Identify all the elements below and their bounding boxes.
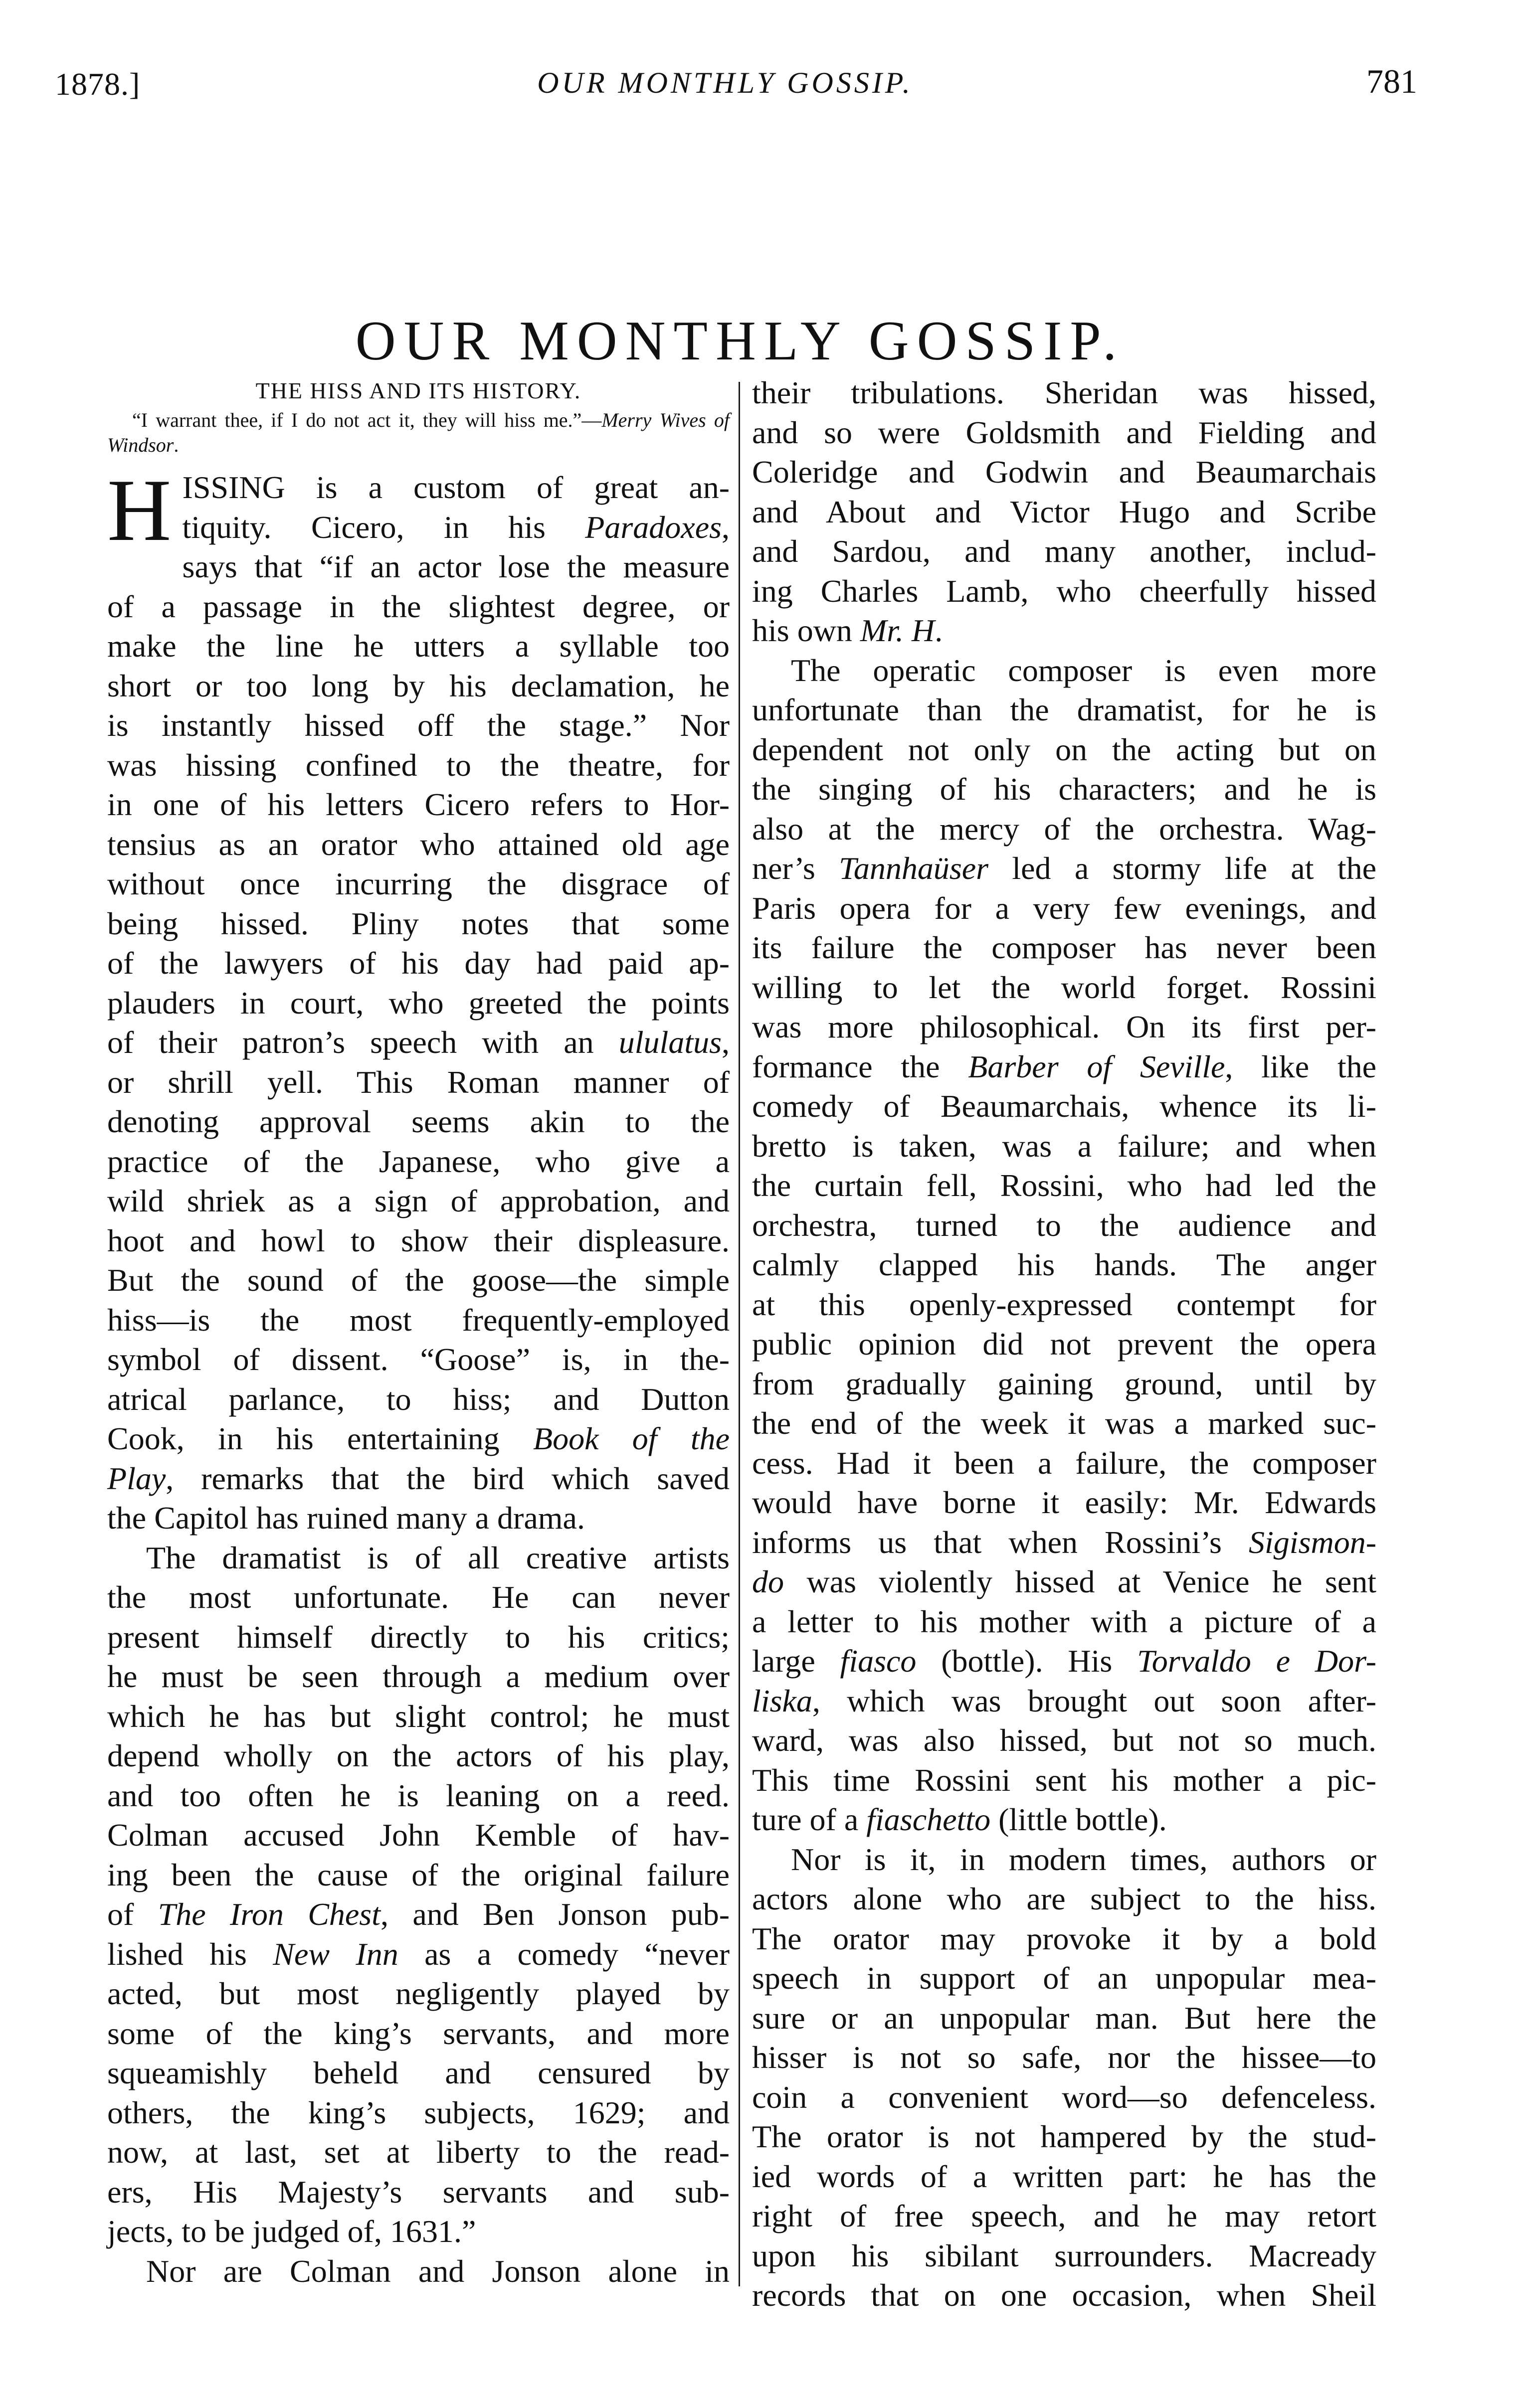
line-text: atrical parlance, to hiss; and Dutton (107, 1381, 730, 1417)
italic-title: liska (752, 1683, 812, 1719)
text-line (752, 2077, 1376, 2117)
line-text: the end of the week it was a marked suc- (752, 1405, 1376, 1441)
italic-title: fiaschetto (866, 1802, 991, 1837)
line-text: . (935, 613, 943, 648)
line-text: willing to let the world forget. Rossini (752, 969, 1376, 1005)
line-text: hisser is not so safe, nor the hissee—to (752, 2040, 1376, 2075)
text-line (107, 1023, 730, 1062)
line-text: upon his sibilant surrounders. Macready (752, 2237, 1376, 2273)
text-line (752, 1483, 1376, 1523)
text-line (107, 1221, 730, 1261)
line-text: But the sound of the goose—the simple (107, 1262, 730, 1298)
line-text: and too often he is leaning on a reed. (107, 1777, 730, 1813)
line-text: of their patron’s speech with an (107, 1025, 619, 1060)
line-text: the singing of his characters; and he is (752, 771, 1376, 807)
text-line (107, 785, 730, 825)
text-line (107, 587, 730, 627)
text-line (752, 1919, 1376, 1959)
line-text: Nor is it, in modern times, authors or (791, 1841, 1376, 1877)
right-column-text (752, 373, 1376, 2315)
line-text: being hissed. Pliny notes that some (107, 905, 730, 941)
text-line (752, 1958, 1376, 1998)
line-text: tiquity. Cicero, in his (182, 509, 585, 545)
line-text: Nor are Colman and Jonson alone in (146, 2253, 730, 2289)
line-text: which he has but slight control; he must (107, 1698, 730, 1734)
text-line (107, 904, 730, 944)
line-text: unfortunate than the dramatist, for he is (752, 692, 1376, 727)
line-text: plauders in court, who greeted the points (107, 985, 730, 1021)
line-text: (little bottle). (990, 1802, 1167, 1837)
line-text: practice of the Japanese, who give a (107, 1143, 730, 1179)
line-text: symbol of dissent. “Goose” is, in the- (107, 1342, 730, 1377)
line-text: their tribulations. Sheridan was hissed, (752, 375, 1376, 410)
text-line (752, 1324, 1376, 1364)
line-text: was hissing confined to the theatre, for (107, 747, 730, 783)
text-line (752, 2196, 1376, 2236)
text-line (107, 1181, 730, 1221)
text-line (752, 1285, 1376, 1325)
line-text: , which was brought out soon after- (812, 1683, 1376, 1719)
line-text: also at the mercy of the orchestra. Wag- (752, 811, 1376, 847)
line-text: of a passage in the slightest degree, or (107, 588, 730, 624)
line-text: ward, was also hissed, but not so much. (752, 1722, 1376, 1758)
text-line (752, 611, 1376, 651)
line-text: a letter to his mother with a picture of a (752, 1603, 1376, 1639)
text-line (107, 983, 730, 1023)
text-line (752, 2157, 1376, 2197)
text-line (752, 1166, 1376, 1205)
text-line (107, 1538, 730, 1578)
line-text: coin a convenient word—so defenceless. (752, 2079, 1376, 2115)
text-line (107, 1855, 730, 1895)
text-line (752, 531, 1376, 571)
text-line (752, 1800, 1376, 1840)
line-text: present himself directly to his critics; (107, 1619, 730, 1655)
line-text: others, the king’s subjects, 1629; and (107, 2094, 730, 2130)
text-line (752, 690, 1376, 730)
right-column (752, 373, 1376, 2315)
line-text: he must be seen through a medium over (107, 1659, 730, 1694)
line-text: jects, to be judged of, 1631.” (107, 2214, 476, 2249)
line-text: hiss—is the most frequently-employed (107, 1302, 730, 1338)
text-line (752, 373, 1376, 413)
text-line (752, 1641, 1376, 1681)
page-number: 781 (1366, 62, 1417, 100)
line-text: The orator may provoke it by a bold (752, 1920, 1376, 1956)
text-line (107, 1894, 730, 1934)
text-line (107, 745, 730, 785)
text-line (107, 1736, 730, 1776)
line-text: actors alone who are subject to the hiss. (752, 1881, 1376, 1916)
text-line (107, 1577, 730, 1617)
text-line (107, 1974, 730, 2014)
text-line (107, 2132, 730, 2172)
line-text: (bottle). His (916, 1643, 1138, 1679)
line-text: in one of his letters Cicero refers to Hor- (107, 787, 730, 822)
italic-title: Torvaldo e Dor- (1137, 1643, 1377, 1679)
line-text: some of the king’s servants, and more (107, 2015, 730, 2051)
text-line (107, 2053, 730, 2093)
text-line (752, 809, 1376, 849)
text-line (107, 1300, 730, 1340)
italic-title: Mr. H (860, 613, 935, 648)
text-line (107, 1340, 730, 1379)
text-line (107, 1260, 730, 1300)
line-text: ied words of a written part: he has the (752, 2158, 1376, 2194)
line-text: , (722, 1025, 730, 1060)
line-text: as a comedy “never (398, 1936, 730, 1972)
line-text: depend wholly on the actors of his play, (107, 1738, 730, 1773)
line-text: short or too long by his declamation, he (107, 668, 730, 703)
text-line (752, 1523, 1376, 1562)
text-line (107, 1815, 730, 1855)
text-line (752, 1602, 1376, 1642)
text-line (752, 2117, 1376, 2157)
text-line (752, 1245, 1376, 1285)
text-line (107, 1657, 730, 1697)
text-line (752, 571, 1376, 611)
text-line (752, 928, 1376, 968)
epigraph-source: Merry Wives of Windsor (107, 409, 730, 456)
running-head-year: 1878.] (55, 66, 141, 102)
text-line (752, 1998, 1376, 2038)
text-line (752, 1443, 1376, 1483)
running-head-title: OUR MONTHLY GOSSIP. (537, 66, 913, 99)
line-text: wild shriek as a sign of approbation, and (107, 1183, 730, 1218)
line-text: its failure the composer has never been (752, 930, 1376, 965)
line-text: formance the (752, 1048, 968, 1084)
line-text: calmly clapped his hands. The anger (752, 1247, 1376, 1282)
line-text: was violently hissed at Venice he sent (784, 1564, 1376, 1599)
text-line (752, 1760, 1376, 1800)
line-text: acted, but most negligently played by (107, 1976, 730, 2011)
left-column (107, 373, 730, 2291)
line-text: and so were Goldsmith and Fielding and (752, 414, 1376, 450)
text-line (107, 1697, 730, 1736)
text-line (752, 1720, 1376, 1760)
text-line (752, 492, 1376, 532)
text-line (107, 547, 730, 587)
text-line (107, 705, 730, 745)
text-line (752, 1086, 1376, 1126)
text-line (107, 2093, 730, 2133)
line-text: orchestra, turned to the audience and (752, 1207, 1376, 1243)
line-text: led a stormy life at the (988, 851, 1377, 886)
line-text: now, at last, set at liberty to the read- (107, 2134, 730, 2170)
text-line (107, 825, 730, 864)
italic-title: New Inn (273, 1936, 398, 1972)
text-line (752, 1562, 1376, 1602)
text-line (752, 769, 1376, 809)
line-text: hoot and howl to show their displeasure. (107, 1222, 730, 1258)
text-line (107, 2212, 730, 2251)
line-text: would have borne it easily: Mr. Edwards (752, 1485, 1376, 1520)
line-text: Cook, in his entertaining (107, 1421, 533, 1456)
text-line (752, 1681, 1376, 1721)
line-text: the most unfortunate. He can never (107, 1579, 730, 1615)
text-line (107, 1419, 730, 1459)
text-line (107, 943, 730, 983)
epigraph-quote: “I warrant thee, if I do not act it, they will hiss me.”— (132, 409, 602, 431)
line-text: , and Ben Jonson pub- (380, 1896, 730, 1932)
italic-title: Tannhaüser (839, 851, 989, 886)
line-text: squeamishly beheld and censured by (107, 2055, 730, 2090)
line-text: comedy of Beaumarchais, whence its li- (752, 1088, 1376, 1124)
text-line (752, 651, 1376, 690)
text-line (107, 1934, 730, 1974)
line-text: his own (752, 613, 860, 648)
text-line (107, 1102, 730, 1142)
line-text: tensius as an orator who attained old age (107, 826, 730, 862)
text-line (107, 2172, 730, 2212)
text-line (107, 864, 730, 904)
line-text: and About and Victor Hugo and Scribe (752, 494, 1376, 529)
italic-title: Paradoxes (585, 509, 722, 545)
text-line (107, 626, 730, 666)
epigraph-trailing: . (174, 434, 179, 456)
line-text: ers, His Majesty’s servants and sub- (107, 2174, 730, 2210)
text-line (752, 2038, 1376, 2077)
column-divider (739, 382, 740, 2286)
text-line (752, 1126, 1376, 1166)
line-text: ture of a (752, 1802, 867, 1837)
line-text: , remarks that the bird which saved (166, 1460, 730, 1496)
text-line (752, 888, 1376, 928)
line-text: speech in support of an unpopular mea- (752, 1960, 1376, 1996)
text-line (107, 2014, 730, 2054)
left-column-text (107, 461, 730, 2291)
text-line (107, 1062, 730, 1102)
italic-title: ululatus (618, 1025, 722, 1060)
italic-title: fiasco (840, 1643, 917, 1679)
text-line (107, 1776, 730, 1816)
drop-cap: H (107, 461, 172, 559)
line-text: bretto is taken, was a failure; and when (752, 1128, 1376, 1164)
italic-title: The Iron Chest (158, 1896, 380, 1932)
italic-title: do (752, 1564, 784, 1599)
line-text: The orator is not hampered by the stud- (752, 2119, 1376, 2154)
article-heading: THE HISS AND ITS HISTORY. (255, 378, 581, 403)
text-line (752, 413, 1376, 453)
text-line (752, 1364, 1376, 1404)
line-text: public opinion did not prevent the opera (752, 1326, 1376, 1362)
text-line (752, 1879, 1376, 1919)
line-text: is instantly hissed off the stage.” Nor (107, 707, 730, 743)
text-line (107, 2251, 730, 2291)
line-text: and Sardou, and many another, includ- (752, 533, 1376, 569)
line-text: Colman accused John Kemble of hav- (107, 1817, 730, 1853)
line-text: The operatic composer is even more (791, 652, 1376, 688)
italic-title: Book of the (533, 1421, 730, 1456)
line-text: ner’s (752, 851, 839, 886)
page-title: OUR MONTHLY GOSSIP. (355, 310, 1125, 372)
line-text: right of free speech, and he may retort (752, 2198, 1376, 2234)
line-text: cess. Had it been a failure, the composer (752, 1445, 1376, 1481)
text-line (752, 730, 1376, 770)
text-line (752, 1205, 1376, 1245)
line-text: The dramatist is of all creative artists (146, 1540, 730, 1575)
text-line (107, 1459, 730, 1499)
line-text: ISSING is a custom of great an- (182, 470, 730, 505)
text-line (752, 1047, 1376, 1087)
line-text: or shrill yell. This Roman manner of (107, 1064, 730, 1100)
line-text: of the lawyers of his day had paid ap- (107, 945, 730, 981)
text-line (107, 666, 730, 706)
text-line (752, 849, 1376, 888)
text-line (752, 2275, 1376, 2315)
italic-title: Sigismon- (1249, 1524, 1376, 1560)
line-text: lished his (107, 1936, 273, 1972)
line-text: of (107, 1896, 158, 1932)
line-text: sure or an unpopular man. But here the (752, 2000, 1376, 2036)
line-text: says that “if an actor lose the measure (182, 549, 730, 584)
line-text: the Capitol has ruined many a drama. (107, 1500, 585, 1536)
text-line (107, 468, 730, 508)
line-text: make the line he utters a syllable too (107, 628, 730, 664)
text-line (752, 1840, 1376, 1880)
line-text: , (722, 509, 730, 545)
line-text: dependent not only on the acting but on (752, 731, 1376, 767)
line-text: was more philosophical. On its first per- (752, 1009, 1376, 1044)
text-line (752, 968, 1376, 1008)
line-text: Paris opera for a very few evenings, and (752, 890, 1376, 926)
running-head (0, 59, 1520, 114)
text-line (107, 1498, 730, 1538)
text-line (107, 1379, 730, 1419)
text-line (107, 1617, 730, 1657)
line-text: without once incurring the disgrace of (107, 866, 730, 901)
text-line (752, 2236, 1376, 2276)
line-text: , like the (1225, 1048, 1377, 1084)
line-text: This time Rossini sent his mother a pic- (752, 1762, 1376, 1798)
text-line (107, 1142, 730, 1182)
italic-title: Play (107, 1460, 166, 1496)
line-text: denoting approval seems akin to the (107, 1104, 730, 1139)
text-line (752, 1403, 1376, 1443)
italic-title: Barber of Seville (968, 1048, 1225, 1084)
line-text: records that on one occasion, when Sheil (752, 2277, 1376, 2313)
epigraph (107, 408, 730, 458)
line-text: large (752, 1643, 840, 1679)
line-text: ing been the cause of the original failure (107, 1857, 730, 1892)
line-text: at this openly-expressed contempt for (752, 1286, 1376, 1322)
line-text: the curtain fell, Rossini, who had led the (752, 1168, 1376, 1203)
text-line (107, 508, 730, 547)
line-text: informs us that when Rossini’s (752, 1524, 1249, 1560)
text-line (752, 452, 1376, 492)
line-text: from gradually gaining ground, until by (752, 1366, 1376, 1401)
line-text: Coleridge and Godwin and Beaumarchais (752, 454, 1376, 490)
line-text: ing Charles Lamb, who cheerfully hissed (752, 573, 1376, 609)
text-line (752, 1007, 1376, 1047)
